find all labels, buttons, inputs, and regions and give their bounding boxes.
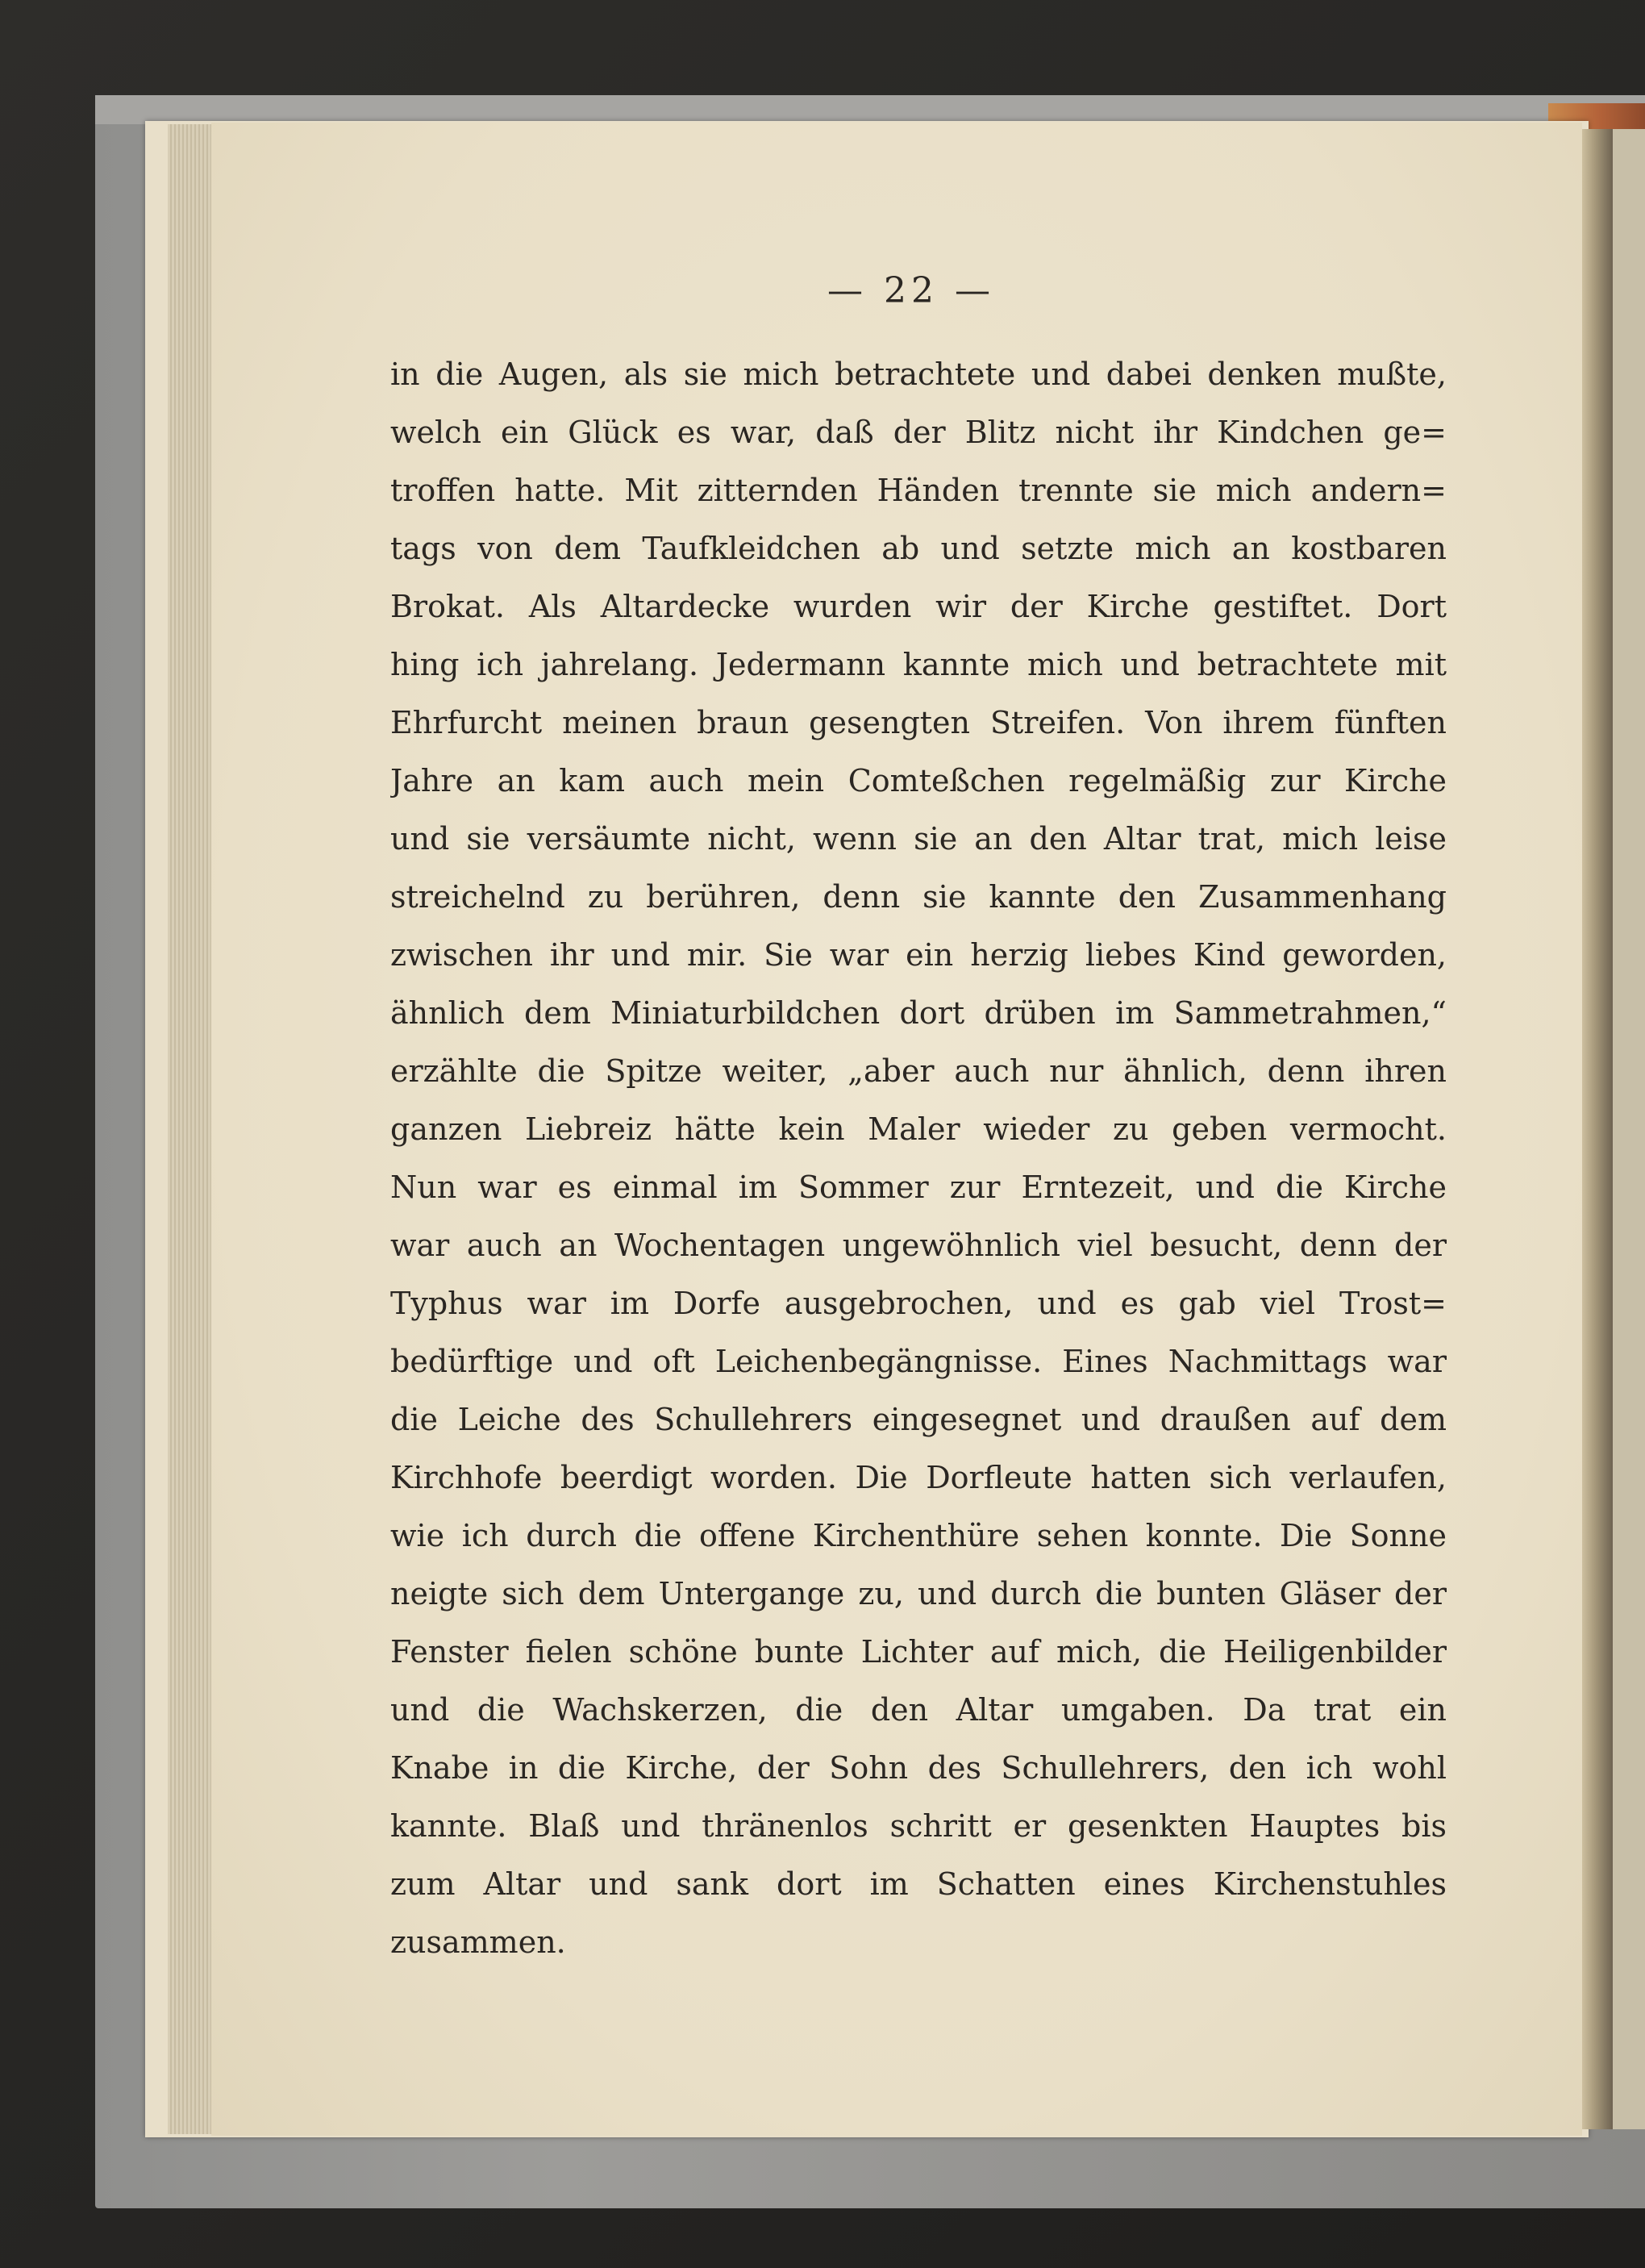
text-line: Typhus war im Dorfe ausgebrochen, und es gab viel Trost= bbox=[390, 1286, 1447, 1321]
text-line: neigte sich dem Untergange zu, und durch die bunten Gläser der bbox=[390, 1576, 1447, 1611]
text-line: die Leiche des Schullehrers eingesegnet und draußen auf dem bbox=[390, 1402, 1447, 1437]
text-line: und die Wachskerzen, die den Altar umgaben. Da trat ein bbox=[390, 1692, 1447, 1728]
text-line: zum Altar und sank dort im Schatten eines Kirchenstuhles bbox=[390, 1866, 1447, 1902]
text-line: streichelnd zu berühren, denn sie kannte den Zusammenhang bbox=[390, 879, 1447, 915]
text-line: wie ich durch die offene Kirchenthüre sehen konnte. Die Sonne bbox=[390, 1518, 1447, 1553]
text-line: tags von dem Taufkleidchen ab und setzte mich an kostbaren bbox=[390, 531, 1447, 566]
text-line: und sie versäumte nicht, wenn sie an den Altar trat, mich leise bbox=[390, 821, 1447, 857]
text-line: Kirchhofe beerdigt worden. Die Dorfleute hatten sich verlaufen, bbox=[390, 1460, 1447, 1495]
text-line: Ehrfurcht meinen braun gesengten Streifen. Von ihrem fünften bbox=[390, 705, 1447, 740]
text-line: ähnlich dem Miniaturbildchen dort drüben im Sammetrahmen,“ bbox=[390, 995, 1447, 1031]
text-line: Jahre an kam auch mein Comteßchen regelmäßig zur Kirche bbox=[390, 763, 1447, 798]
text-line: erzählte die Spitze weiter, „aber auch nur ähnlich, denn ihren bbox=[390, 1053, 1447, 1089]
text-line: in die Augen, als sie mich betrachtete und dabei denken mußte, bbox=[390, 356, 1447, 392]
text-line: zusammen. bbox=[390, 1924, 566, 1960]
text-line: bedürftige und oft Leichenbegängnisse. Eines Nachmittags war bbox=[390, 1344, 1447, 1379]
text-line: Fenster fielen schöne bunte Lichter auf mich, die Heiligenbilder bbox=[390, 1634, 1447, 1670]
text-line: zwischen ihr und mir. Sie war ein herzig liebes Kind geworden, bbox=[390, 937, 1447, 973]
text-line: kannte. Blaß und thränenlos schritt er gesenkten Hauptes bis bbox=[390, 1808, 1447, 1844]
page-stack-edge bbox=[168, 124, 216, 2134]
text-line: hing ich jahrelang. Jedermann kannte mich und betrachtete mit bbox=[390, 647, 1447, 682]
book-gutter bbox=[1582, 129, 1613, 2129]
text-line: Knabe in die Kirche, der Sohn des Schullehrers, den ich wohl bbox=[390, 1750, 1447, 1786]
text-line: Brokat. Als Altardecke wurden wir der Kirche gestiftet. Dort bbox=[390, 589, 1447, 624]
page-number: — 22 — bbox=[827, 270, 995, 311]
text-line: welch ein Glück es war, daß der Blitz nicht ihr Kindchen ge= bbox=[390, 415, 1447, 450]
next-page-edge bbox=[1613, 129, 1645, 2129]
body-text bbox=[390, 345, 1447, 1971]
text-line: war auch an Wochentagen ungewöhnlich viel besucht, denn der bbox=[390, 1228, 1447, 1263]
text-line: Nun war es einmal im Sommer zur Erntezeit, und die Kirche bbox=[390, 1169, 1447, 1205]
text-line: ganzen Liebreiz hätte kein Maler wieder zu geben vermocht. bbox=[390, 1111, 1447, 1147]
cover-top-edge bbox=[95, 95, 1645, 124]
text-line: troffen hatte. Mit zitternden Händen trennte sie mich andern= bbox=[390, 473, 1447, 508]
